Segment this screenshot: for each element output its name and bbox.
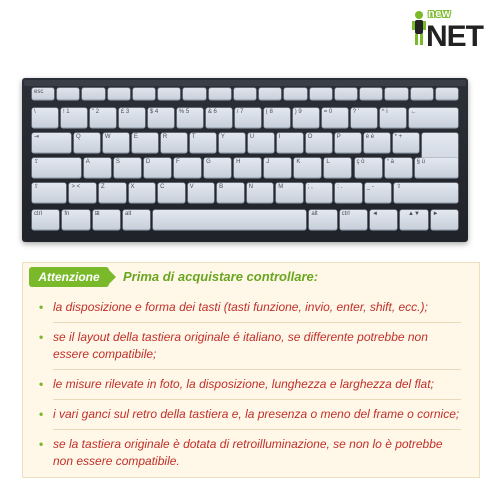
key: O [306, 133, 332, 153]
notice-title: Prima di acquistare controllare: [123, 269, 319, 284]
key: \ [32, 108, 58, 128]
key: ! 1 [61, 108, 87, 128]
key: é è [364, 133, 390, 153]
key: H [234, 158, 261, 178]
key [183, 88, 205, 100]
key: ° à [385, 158, 412, 178]
logo-big-text: NET [426, 20, 483, 53]
key [234, 88, 256, 100]
key [153, 210, 306, 230]
key: C [158, 183, 185, 203]
key: ç ò [355, 158, 382, 178]
key: B [217, 183, 244, 203]
key: M [276, 183, 303, 203]
key: ? ' [351, 108, 377, 128]
key: ► [431, 210, 458, 230]
keyboard-photo [22, 78, 468, 242]
key [310, 88, 332, 100]
checklist-item-text: le misure rilevate in foto, la disposizione, lunghezza e larghezza del flat; [53, 377, 434, 391]
bullet-icon: • [39, 330, 44, 344]
key: S [114, 158, 141, 178]
key [335, 88, 357, 100]
key: W [103, 133, 129, 153]
bullet-icon: • [39, 377, 44, 391]
key: ⇪ [32, 158, 81, 178]
key: J [264, 158, 291, 178]
notice-panel [22, 262, 480, 478]
key [411, 88, 433, 100]
key: T [190, 133, 216, 153]
bullet-icon: • [39, 437, 44, 451]
key: $ 4 [148, 108, 174, 128]
key: L [324, 158, 351, 178]
key: Z [99, 183, 126, 203]
key: ⊞ [93, 210, 120, 230]
key [209, 88, 231, 100]
key [82, 88, 104, 100]
key: " 2 [90, 108, 116, 128]
key: F [174, 158, 201, 178]
key: % 5 [177, 108, 203, 128]
key [385, 88, 407, 100]
key: alt [309, 210, 336, 230]
checklist-item-text: i vari ganci sul retro della tastiera e, la presenza o meno del frame o cornice; [53, 407, 460, 421]
key: = 0 [322, 108, 348, 128]
key [57, 88, 79, 100]
key: V [188, 183, 215, 203]
key: A [84, 158, 111, 178]
checklist-item-text: se la tastiera originale è dotata di retroilluminazione, se non lo è potrebbe non essere compatibile. [53, 437, 443, 468]
key: K [294, 158, 321, 178]
checklist-item-text: la disposizione e forma dei tasti (tasti funzione, invio, enter, shift, ecc.); [53, 300, 428, 314]
key: ctrl [32, 210, 59, 230]
key: ctrl [340, 210, 367, 230]
key: I [277, 133, 303, 153]
key: P [335, 133, 361, 153]
key: X [129, 183, 156, 203]
mascot-icon [412, 10, 426, 46]
key: ^ ì [380, 108, 406, 128]
key: ( 8 [264, 108, 290, 128]
key: ← [409, 108, 458, 128]
key: ◄ [370, 210, 397, 230]
key: R [161, 133, 187, 153]
key: ⇧ [394, 183, 458, 203]
divider [53, 399, 461, 400]
key: ) 9 [293, 108, 319, 128]
key: _ - [365, 183, 392, 203]
key: fn [62, 210, 89, 230]
key [108, 88, 130, 100]
key [284, 88, 306, 100]
key: E [132, 133, 158, 153]
divider [53, 322, 461, 323]
key [360, 88, 382, 100]
key: : . [335, 183, 362, 203]
key: D [144, 158, 171, 178]
key: alt [123, 210, 150, 230]
key: * + [393, 133, 419, 153]
checklist-item [23, 299, 479, 316]
key [436, 88, 458, 100]
checklist-item-text: se il layout della tastiera originale é italiano, se differente potrebbe non essere compatibile; [53, 330, 428, 361]
key [133, 88, 155, 100]
key: ⇧ [32, 183, 66, 203]
logo-small-text: new [428, 8, 451, 20]
notice-header [23, 263, 479, 293]
key: > < [69, 183, 96, 203]
key: G [204, 158, 231, 178]
checklist-item [23, 376, 479, 393]
key: / 7 [235, 108, 261, 128]
key: ▲▼ [400, 210, 427, 230]
key: ⇥ [32, 133, 71, 153]
key [259, 88, 281, 100]
brand-logo [412, 6, 483, 54]
checklist-item [23, 406, 479, 423]
key: § ù [415, 158, 458, 178]
key: ; , [306, 183, 333, 203]
divider [53, 369, 461, 370]
key: N [247, 183, 274, 203]
key: esc [32, 88, 54, 100]
key [158, 88, 180, 100]
bullet-icon: • [39, 300, 44, 314]
key: U [248, 133, 274, 153]
bullet-icon: • [39, 407, 44, 421]
attention-badge: Attenzione [29, 267, 109, 287]
checklist [23, 299, 479, 476]
checklist-item [23, 329, 479, 363]
key: Q [74, 133, 100, 153]
key: & 6 [206, 108, 232, 128]
divider [53, 429, 461, 430]
key: Y [219, 133, 245, 153]
checklist-item [23, 436, 479, 470]
key: £ 3 [119, 108, 145, 128]
